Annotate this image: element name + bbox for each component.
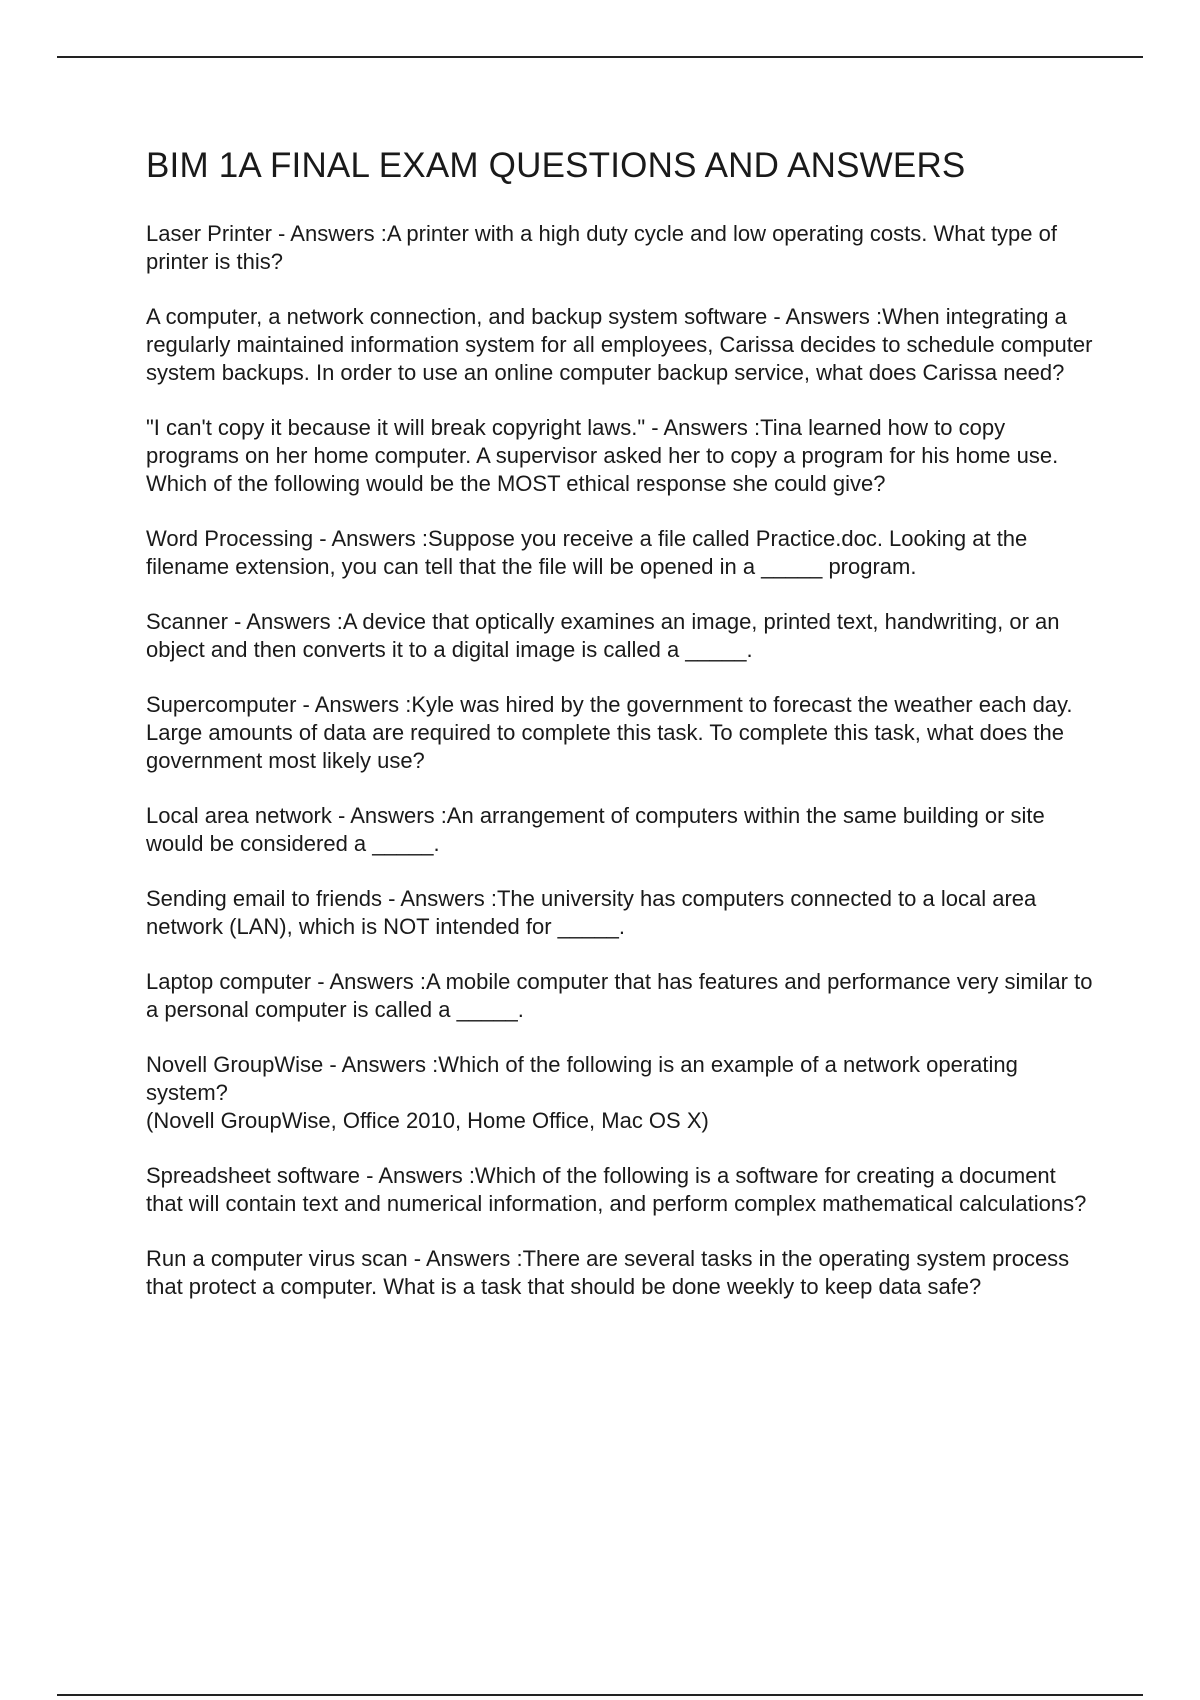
qa-item: Spreadsheet software - Answers :Which of the following is a software for creating a document that will contain text and numerical information, and perform complex mathematical calculations? xyxy=(146,1163,1087,1216)
qa-item: Scanner - Answers :A device that optically examines an image, printed text, handwriting, or an object and then converts it to a digital image is called a _____. xyxy=(146,609,1060,662)
qa-item: A computer, a network connection, and backup system software - Answers :When integrating a regularly maintained information system for all employees, Carissa decides to schedule computer system backups. In order to use an online computer backup service, what does Carissa need? xyxy=(146,304,1093,385)
header-rule xyxy=(57,56,1143,58)
qa-item: Laser Printer - Answers :A printer with a high duty cycle and low operating costs. What type of printer is this? xyxy=(146,221,1057,274)
qa-item: Word Processing - Answers :Suppose you receive a file called Practice.doc. Looking at the filename extension, you can tell that the file will be opened in a _____ program. xyxy=(146,526,1028,579)
qa-item: Sending email to friends - Answers :The university has computers connected to a local area network (LAN), which is NOT intended for _____. xyxy=(146,886,1037,939)
qa-item: Laptop computer - Answers :A mobile computer that has features and performance very similar to a personal computer is called a _____. xyxy=(146,969,1093,1022)
footer-rule xyxy=(57,1694,1143,1696)
qa-item: Run a computer virus scan - Answers :There are several tasks in the operating system process that protect a computer. What is a task that should be done weekly to keep data safe? xyxy=(146,1246,1070,1299)
qa-item: Novell GroupWise - Answers :Which of the following is an example of a network operating system? (Novell GroupWise, Office 2010, Home Office, Mac OS X) xyxy=(146,1052,1018,1133)
document-body xyxy=(146,140,1096,1328)
qa-item: Local area network - Answers :An arrangement of computers within the same building or site would be considered a _____. xyxy=(146,803,1045,856)
qa-item: Supercomputer - Answers :Kyle was hired by the government to forecast the weather each day. Large amounts of data are required to complete this task. To complete this task, what does the government most likely use? xyxy=(146,692,1073,773)
document-title: BIM 1A FINAL EXAM QUESTIONS AND ANSWERS xyxy=(146,146,966,185)
qa-item: "I can't copy it because it will break copyright laws." - Answers :Tina learned how to copy programs on her home computer. A supervisor asked her to copy a program for his home use. Which of the following would be the MOST ethical response she could give? xyxy=(146,415,1059,496)
